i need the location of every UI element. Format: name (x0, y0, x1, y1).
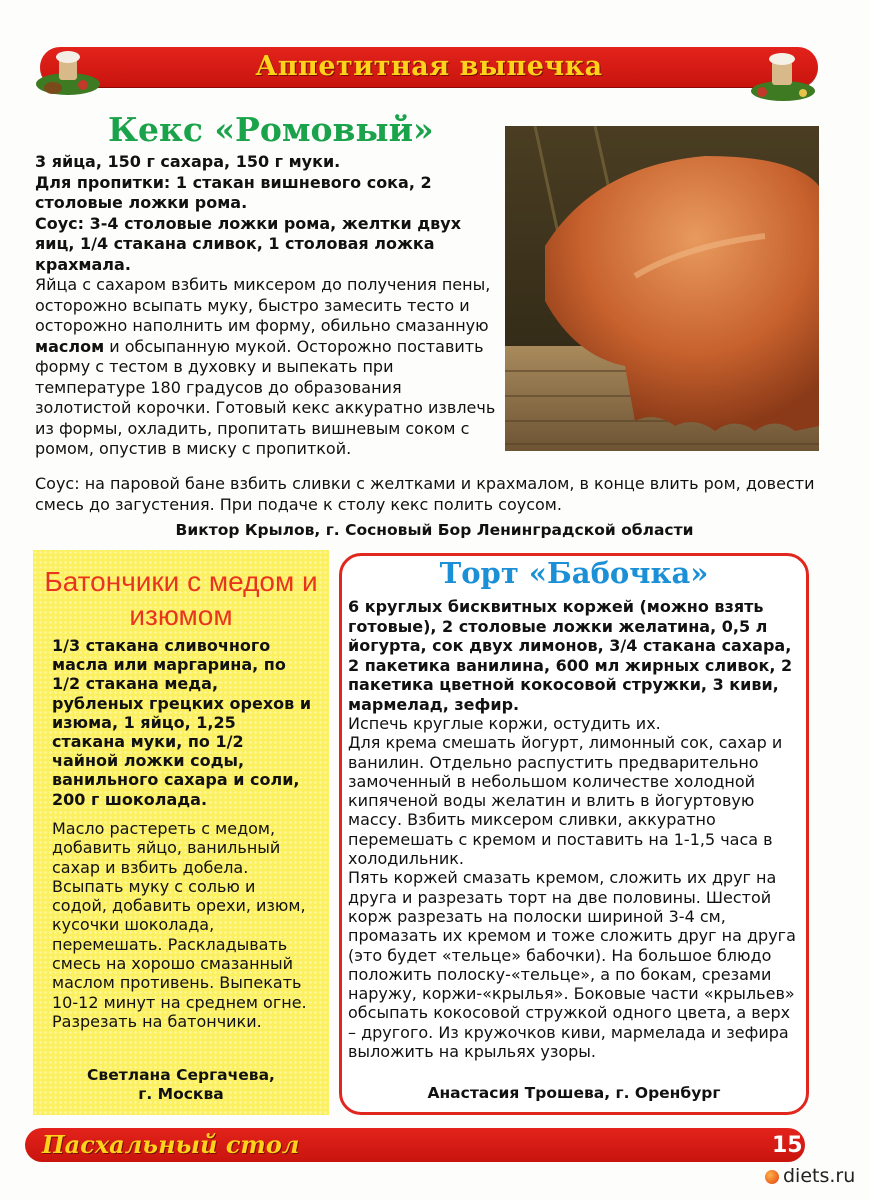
butterfly-cake-step-3: Пять коржей смазать кремом, сложить их друг на друга и разрезать торт на две половины. Шестой корж разрезать на полоски шириной 3-4 см, промазать их кремом и тоже сложить друг на друга (это будет «тельце» бабочки). На большое блюдо положить полоску-«тельце», а по бокам, срезами наружу, коржи-«крылья». Боковые части «крыльев» обсыпать кокосовой стружкой одного цвета, а верх – другого. Из кружочков киви, мармелада и зефира выложить на крыльях узоры. (348, 868, 796, 1062)
honey-bars-title: Батончики с медом и изюмом (44, 566, 318, 631)
rum-cake-sauce-ingredients: Соус: 3-4 столовые ложки рома, желтки двух яиц, 1/4 стакана сливок, 1 столовая ложка крахмала. (35, 213, 462, 274)
rum-cake-soak-ingredients: Для пропитки: 1 стакан вишневого сока, 2 столовые ложки рома. (35, 172, 432, 212)
easter-basket-left-decoration (33, 40, 103, 100)
section-banner-title: Аппетитная выпечка (255, 51, 603, 82)
site-name: diets.ru (783, 1165, 856, 1187)
section-banner (40, 47, 818, 87)
rum-cake-method-part-2: и обсыпанную мукой. Осторожно поставить форму с тестом в духовку и выпекать при температуре 180 градусов до образования золотистой корочки. Готовый кекс аккуратно извлечь из формы, охладить, пропитать вишневым соком с ромом, опустив в миску с пропиткой. (35, 336, 496, 458)
butterfly-cake-step-2: Для крема смешать йогурт, лимонный сок, сахар и ванилин. Отдельно распустить предварительно замоченный в небольшом количестве холодной кипяченой воды желатин и влить в йогуртовую массу. Взбить миксером сливки, аккуратно перемешать с кремом и поставить на 1-1,5 часа в холодильник. (348, 733, 783, 869)
butterfly-cake-author: Анастасия Трошева, г. Оренбург (427, 1084, 721, 1102)
honey-bars-ingredients: 1/3 стакана сливочного масла или маргарина, по 1/2 стакана меда, рубленых грецких орехов и изюма, 1 яйцо, 1,25 стакана муки, по 1/2 чайной ложки соды, ванильного сахара и соли, 200 г шоколада. (52, 636, 312, 809)
rum-cake-recipe (35, 152, 497, 460)
rum-cake-author: Виктор Крылов, г. Сосновый Бор Ленинградской области (175, 521, 694, 539)
butterfly-cake-ingredients: 6 круглых бисквитных коржей (можно взять готовые), 2 столовые ложки желатина, 0,5 л йогурта, сок двух лимонов, 3/4 стакана сахара, 2 пакетика ванилина, 600 мл жирных сливок, 2 пакетика цветной кокосовой стружки, 3 киви, мармелад, зефир. (348, 597, 793, 714)
rum-cake-ingredients: 3 яйца, 150 г сахара, 150 г муки. (35, 152, 341, 171)
rum-cake-title: Кекс «Ромовый» (108, 110, 434, 149)
honey-bars-author-name: Светлана Сергачева, (87, 1066, 275, 1084)
footer-section-title: Пасхальный стол (42, 1130, 300, 1159)
rum-cake-method-bold: маслом (35, 336, 105, 356)
rum-cake-method (35, 275, 497, 460)
honey-bars-author (33, 1066, 329, 1104)
butterfly-cake-method (348, 714, 800, 1061)
rum-cake-sauce-method: Соус: на паровой бане взбить сливки с желтками и крахмалом, в конце влить ром, довести смесь до загустения. При подаче к столу кекс полить соусом. (35, 474, 815, 514)
rum-cake-photo (505, 126, 819, 451)
honey-bars-author-city: г. Москва (138, 1085, 224, 1103)
apple-logo-icon (765, 1170, 779, 1184)
rum-cake-image (505, 126, 819, 451)
butterfly-cake-title: Торт «Бабочка» (439, 556, 709, 590)
butterfly-cake-step-1: Испечь круглые коржи, остудить их. (348, 714, 661, 733)
rum-cake-method-part-1: Яйца с сахаром взбить миксером до получения пены, осторожно всыпать муку, быстро замесить тесто и осторожно наполнить им форму, обильно смазанную (35, 275, 491, 335)
honey-bars-method: Масло растереть с медом, добавить яйцо, ванильный сахар и взбить добела. Всыпать муку с солью и содой, добавить орехи, изюм, кусочки шоколада, перемешать. Раскладывать смесь на хорошо смазанный маслом противень. Выпекать 10-12 минут на среднем огне. Разрезать на батончики. (52, 819, 307, 1031)
site-watermark (765, 1165, 855, 1187)
easter-basket-right-decoration (748, 45, 818, 105)
page-number: 15 (772, 1133, 803, 1158)
